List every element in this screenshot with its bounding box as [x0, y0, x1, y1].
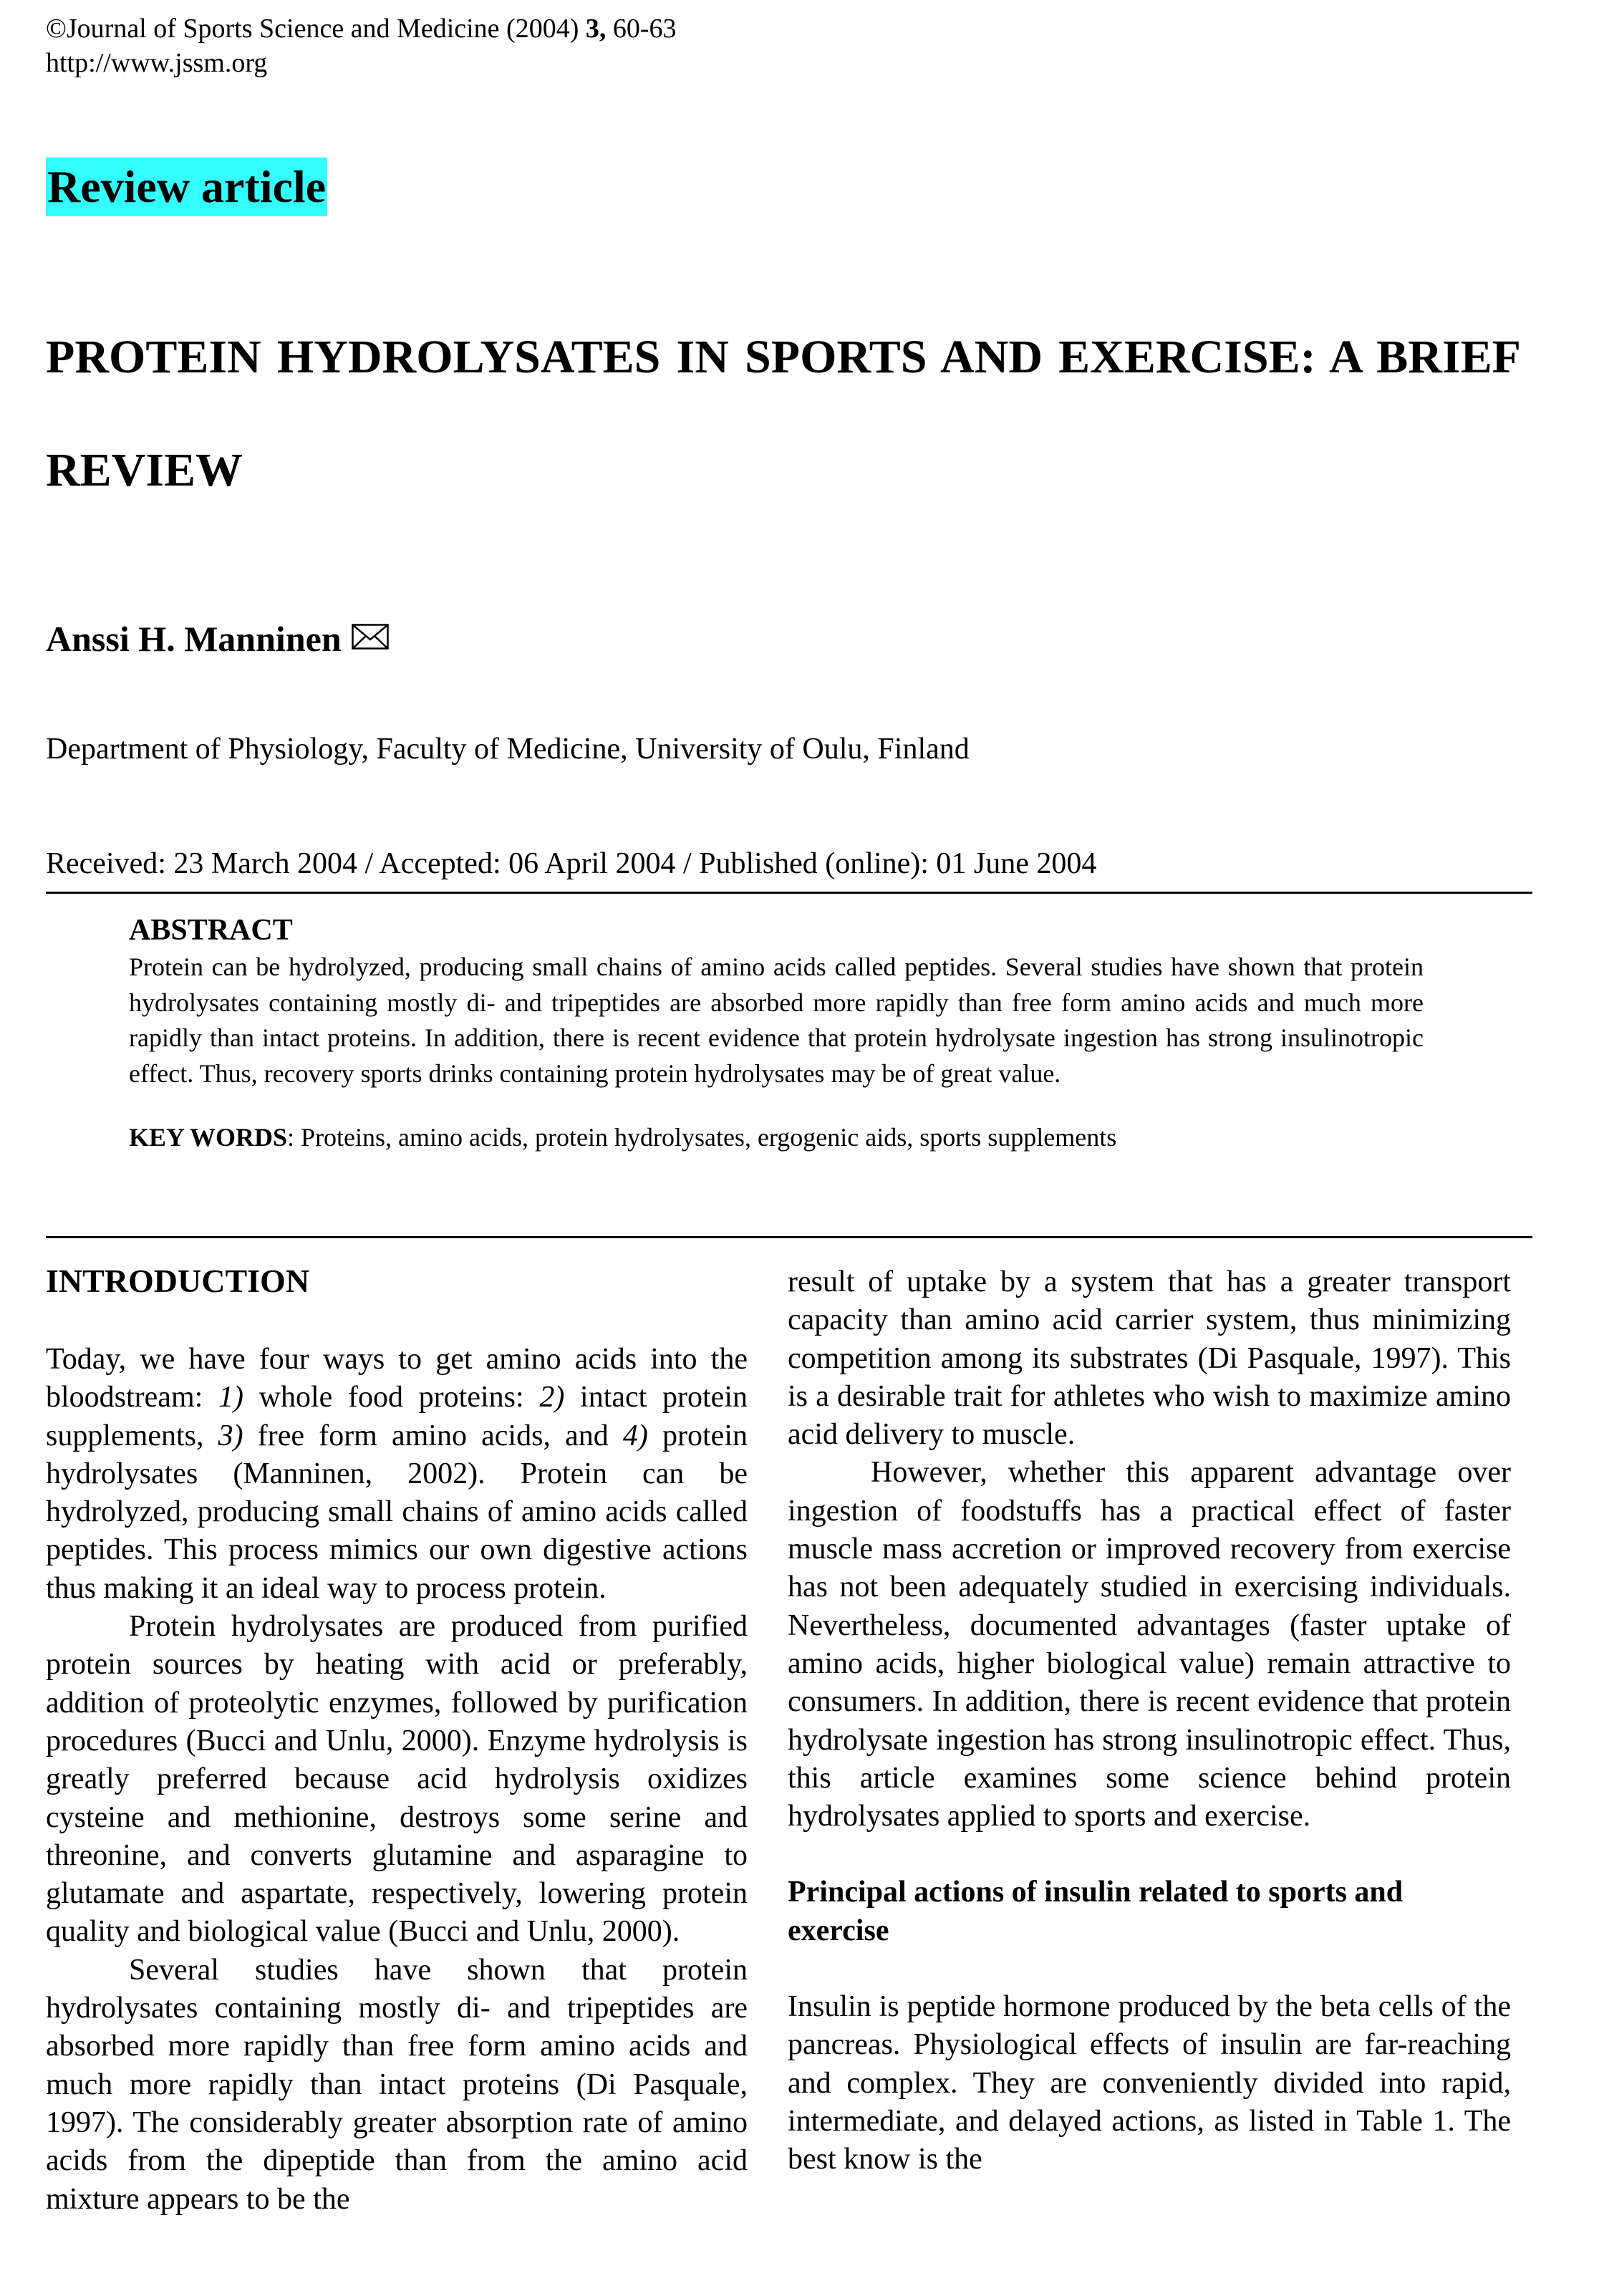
- affiliation: Department of Physiology, Faculty of Medicine, University of Oulu, Finland: [46, 733, 970, 766]
- author-line: [46, 614, 389, 662]
- author-name: Anssi H. Manninen: [46, 619, 342, 659]
- introduction-heading: INTRODUCTION: [46, 1263, 310, 1299]
- journal-citation: ©Journal of Sports Science and Medicine (2004) 3, 60-63: [46, 14, 677, 44]
- intro-paragraph-1: Today, we have four ways to get amino acids into the bloodstream: 1) whole food proteins: 2) intact protein supplements, 3) free form amino acids, and 4) protein hydrolysates (Manninen, 2002). Protein can be hydrolyzed, producing small chains of amino acids called peptides. This process mimics our own digestive actions thus making it an ideal way to process protein.: [46, 1343, 748, 1605]
- journal-url[interactable]: http://www.jssm.org: [46, 48, 268, 78]
- right-column: [788, 1263, 1511, 2179]
- journal-volume: 3,: [585, 14, 607, 44]
- abstract-heading: ABSTRACT: [129, 914, 293, 947]
- journal-pages: 60-63: [606, 14, 677, 44]
- insulin-paragraph-1: Insulin is peptide hormone produced by the beta cells of the pancreas. Physiological effects of insulin are far-reaching and complex. They are conveniently divided into rapid, intermediate, and delayed actions, as listed in Table 1. The best know is the: [788, 1990, 1511, 2176]
- abstract-block: [129, 911, 1424, 1154]
- intro-paragraph-2: Protein hydrolysates are produced from purified protein sources by heating with acid or preferably, addition of proteolytic enzymes, followed by purification procedures (Bucci and Unlu, 2000). Enzyme hydrolysis is greatly preferred because acid hydrolysis oxidizes cysteine and methionine, destroys some serine and threonine, and converts glutamine and asparagine to glutamate and aspartate, respectively, lowering protein quality and biological value (Bucci and Unlu, 2000).: [46, 1610, 748, 1949]
- keywords-label: KEY WORDS: [129, 1123, 288, 1152]
- top-divider: [46, 892, 1532, 894]
- intro-paragraph-4: However, whether this apparent advantage over ingestion of foodstuffs has a practical effect of faster muscle mass accretion or improved recovery from exercise has not been adequately studied in exercising individuals. Nevertheless, documented advantages (faster uptake of amino acids, higher biological value) remain attractive to consumers. In addition, there is recent evidence that protein hydrolysate ingestion has strong insulinotropic effect. Thus, this article examines some science behind protein hydrolysates applied to sports and exercise.: [788, 1456, 1511, 1833]
- keywords-line: [129, 1120, 1424, 1154]
- envelope-icon[interactable]: [352, 614, 389, 640]
- intro-paragraph-3: Several studies have shown that protein hydrolysates containing mostly di- and tripeptides are absorbed more rapidly than free form amino acids and much more rapidly than intact proteins (Di Pasquale, 1997). The considerably greater absorption rate of amino acids from the dipeptide than from the amino acid mixture appears to be the: [46, 1953, 748, 2216]
- publication-dates: Received: 23 March 2004 / Accepted: 06 April 2004 / Published (online): 01 June 2004: [46, 847, 1097, 880]
- left-column: [46, 1262, 748, 2219]
- paper-title: PROTEIN HYDROLYSATES IN SPORTS AND EXERCISE: A BRIEF REVIEW: [46, 331, 1521, 496]
- keywords-list: : Proteins, amino acids, protein hydrolysates, ergogenic aids, sports supplements: [287, 1123, 1117, 1152]
- intro-paragraph-3-continued: result of uptake by a system that has a greater transport capacity than amino acid carrier system, thus minimizing competition among its substrates (Di Pasquale, 1997). This is a desirable trait for athletes who wish to maximize amino acid delivery to muscle.: [788, 1265, 1511, 1452]
- running-header: [46, 11, 677, 80]
- article-type-label: Review article: [46, 158, 327, 216]
- insulin-section-heading: Principal actions of insulin related to sports and exercise: [788, 1876, 1404, 1947]
- bottom-divider: [46, 1236, 1532, 1238]
- abstract-text: Protein can be hydrolyzed, producing small chains of amino acids called peptides. Several studies have shown that protein hydrolysates containing mostly di- and tripeptides are absorbed more rapidly than free form amino acids and much more rapidly than intact proteins. In addition, there is recent evidence that protein hydrolysate ingestion has strong insulinotropic effect. Thus, recovery sports drinks containing protein hydrolysates may be of great value.: [129, 952, 1424, 1088]
